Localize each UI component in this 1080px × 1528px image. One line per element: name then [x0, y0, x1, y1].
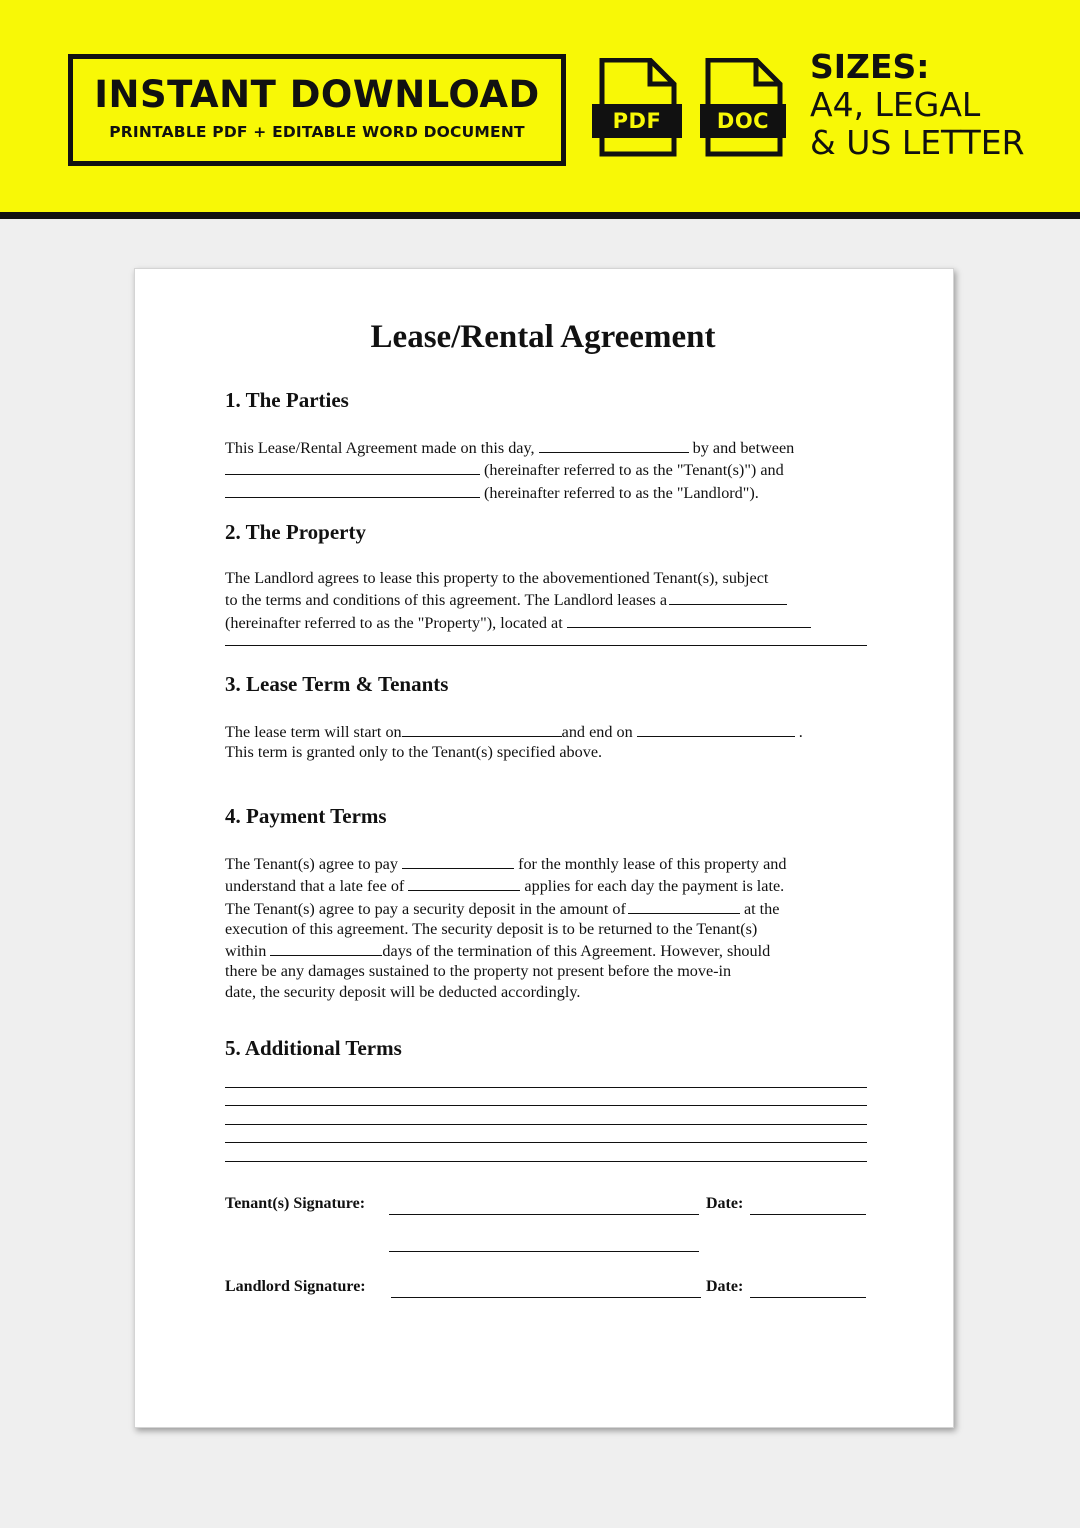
text: This Lease/Rental Agreement made on this day, [225, 439, 535, 457]
promo-banner [0, 0, 1080, 212]
sizes-line-1: A4, LEGAL [810, 85, 981, 124]
tenant-signature-line [389, 1214, 699, 1215]
text: within [225, 942, 267, 961]
additional-terms-line [225, 1142, 867, 1143]
sizes-heading: SIZES: [810, 47, 930, 86]
property-address-blank [567, 611, 811, 628]
return-days-blank [270, 939, 382, 956]
start-date-blank [402, 720, 562, 737]
property-paragraph [225, 568, 867, 633]
date-blank [539, 436, 689, 453]
text: for the monthly lease of this property and [518, 855, 787, 873]
tenant-date-line [750, 1214, 866, 1215]
landlord-date-line [750, 1297, 866, 1298]
doc-label: DOC [700, 104, 786, 138]
pdf-label: PDF [592, 104, 682, 138]
sizes-info [810, 48, 1025, 162]
text: to the terms and conditions of this agreement. The Landlord leases a [225, 591, 668, 610]
text: applies for each day the payment is late. [524, 877, 785, 896]
parties-paragraph [225, 436, 867, 503]
text: by and between [692, 439, 795, 457]
text: execution of this agreement. The security deposit is to be returned to the Tenant(s) [225, 919, 758, 938]
text: The Tenant(s) agree to pay [225, 855, 398, 873]
second-tenant-signature-line [389, 1251, 699, 1252]
text: The Landlord agrees to lease this property to the abovementioned Tenant(s), subject [225, 569, 769, 587]
rent-amount-blank [402, 852, 514, 869]
additional-terms-line [225, 1087, 867, 1088]
landlord-name-blank [225, 481, 480, 498]
text: there be any damages sustained to the property not present before the move-in [225, 962, 732, 981]
tenant-signature-label: Tenant(s) Signature: [225, 1195, 366, 1212]
tenant-date-label: Date: [706, 1195, 744, 1212]
section-heading-parties: 1. The Parties [225, 388, 349, 412]
deposit-amount-blank [628, 897, 740, 914]
text: (hereinafter referred to as the "Tenant(s)") and [484, 461, 784, 480]
property-address-line [225, 645, 867, 646]
section-heading-property: 2. The Property [225, 520, 366, 544]
text: This term is granted only to the Tenant(s) specified above. [225, 743, 603, 762]
sizes-line-2: & US LETTER [810, 123, 1025, 162]
additional-terms-line [225, 1124, 867, 1125]
text: (hereinafter referred to as the "Property"), located at [225, 613, 563, 632]
promo-title: INSTANT DOWNLOAD [94, 73, 540, 116]
late-fee-blank [408, 874, 520, 891]
document-page [134, 268, 954, 1428]
instant-download-box [68, 54, 566, 166]
landlord-signature-label: Landlord Signature: [225, 1278, 366, 1295]
banner-divider [0, 212, 1080, 219]
text: at the [743, 899, 780, 918]
text: date, the security deposit will be deducted accordingly. [225, 982, 581, 1001]
section-heading-lease-term: 3. Lease Term & Tenants [225, 672, 449, 696]
text: understand that a late fee of [225, 877, 405, 896]
text: and end on [561, 723, 633, 741]
additional-terms-line [225, 1161, 867, 1162]
text: days of the termination of this Agreement. However, should [382, 942, 771, 961]
text: . [798, 723, 803, 741]
landlord-date-label: Date: [706, 1278, 744, 1295]
tenant-name-blank [225, 458, 480, 475]
document-title: Lease/Rental Agreement [370, 319, 716, 355]
section-heading-payment: 4. Payment Terms [225, 804, 387, 828]
promo-subtitle: PRINTABLE PDF + EDITABLE WORD DOCUMENT [109, 123, 525, 141]
pdf-file-icon [592, 58, 690, 158]
payment-paragraph [225, 852, 867, 1002]
additional-terms-line [225, 1105, 867, 1106]
text: The lease term will start on [225, 723, 402, 741]
text: The Tenant(s) agree to pay a security deposit in the amount of [225, 899, 626, 918]
end-date-blank [637, 720, 795, 737]
landlord-signature-line [391, 1297, 701, 1298]
doc-file-icon [698, 58, 796, 158]
text: (hereinafter referred to as the "Landlord"). [484, 483, 759, 502]
lease-term-paragraph [225, 720, 867, 763]
property-type-blank [669, 588, 787, 605]
section-heading-additional-terms: 5. Additional Terms [225, 1036, 402, 1060]
